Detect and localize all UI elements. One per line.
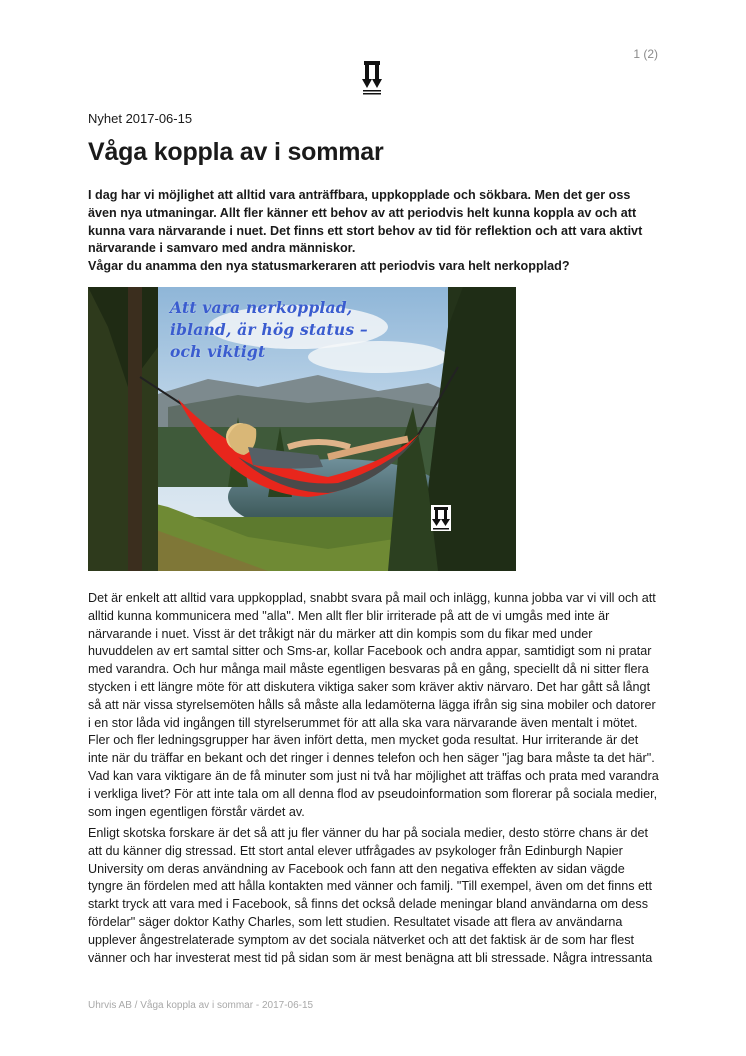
page-footer: Uhrvis AB / Våga koppla av i sommar - 2017-06-15: [88, 1000, 314, 1011]
body-paragraph-2: [88, 825, 660, 967]
page-number: 1 (2): [633, 47, 658, 61]
body-paragraph-1: [88, 590, 660, 821]
uhrvis-logo-icon: [362, 61, 382, 95]
lead-question: Vågar du anamma den nya statusmarkeraren att periodvis vara helt nerkopplad?: [88, 259, 570, 274]
article-title: Våga koppla av i sommar: [88, 138, 384, 166]
hero-image-caption: Att vara nerkopplad, ibland, är hög status – och viktigt: [170, 298, 368, 361]
lead-paragraph: I dag har vi möjlighet att alltid vara anträffbara, uppkopplade och sökbara. Men det ger oss även nya utmaningar. Allt fler känner ett behov av att periodvis helt kunna koppla av och att kunna vara närvarande i nuet. Det finns ett stort behov av tid för reflektion och att vara aktivt närvarande i samvaro med andra människor.: [88, 188, 643, 256]
paragraph-text: Det är enkelt att alltid vara uppkopplad, snabbt svara på mail och inlägg, kunna jobba var vi vill och att alltid kunna kommunicera med "alla". Men allt fler blir irriterade på att de vi umgås med inte är närvarande i nuet. Visst är det tråkigt när du märker att din kompis som du fikar med under huvuddelen av ert samtal sitter och Sms-ar, kollar Facebook och andra appar, samtidigt som ni pratar med varandra. Och hur många mail måste egentligen besvaras på en gång, speciellt då ni sitter flera stycken i ett längre möte för att diskutera viktiga saker som kräver aktiv närvaro. Det har gått så långt så att när vissa styrelsemöten hålls så måste alla ledamöterna lägga ifrån sig sina mobiler och datorer i en stor låda vid ingången till styrelserummet för att alla ska vara närvarande även mentalt i mötet. Fler och fler ledningsgrupper har även infört detta, men mycket goda resultat. Hur irriterande är det inte när du träffar en bekant och det ringer i dennes telefon och hen säger "jag bara måste ta det här". Vad kan vara viktigare än de få minuter som just ni två har möjlighet att träffas och prata med varandra i verkliga livet? För att inte tala om all denna flod av pseudoinformation som florerar på sociala medier, som ingen egentligen förstår värdet av.: [88, 591, 659, 819]
article-dateline: Nyhet 2017-06-15: [88, 111, 193, 126]
uhrvis-watermark-icon: [431, 505, 451, 531]
article-lead: [88, 187, 660, 276]
hero-image: [88, 287, 516, 571]
paragraph-text: Enligt skotska forskare är det så att ju fler vänner du har på sociala medier, desto större chans är det att du känner dig stressad. Ett stort antal elever utfrågades av psykologer från Edinburgh Napier University om deras användning av Facebook och fann att den negativa effekten av sidan vägde tyngre än fördelen med att hålla kontakten med vänner och familj. "Till exempel, även om det finns ett starkt tryck att vara med i Facebook, så finns det också delade meningar bland användarna om dess fördelar" säger doktor Kathy Charles, som lett studien. Resultatet visade att flera av användarna upplever ångestrelaterade symptom av det sociala nätverket och att det faktisk är de som har flest vänner och har investerat mest tid på sidan som är mest benägna att bli stressade. Några intressanta: [88, 826, 653, 965]
